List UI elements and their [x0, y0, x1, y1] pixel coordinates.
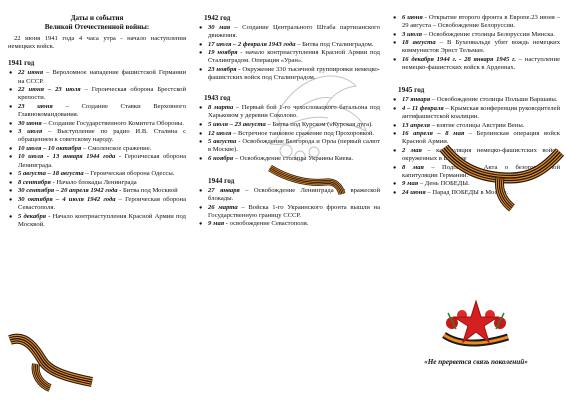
event-item	[208, 204, 380, 220]
event-date: 6 июня	[402, 14, 423, 21]
event-text: – В Бухенвальде убит вождь немецких коммунистов Эрнст Тельман.	[402, 39, 561, 55]
event-item	[402, 31, 560, 39]
dove-watermark-icon	[256, 56, 376, 166]
event-date: 5 декабря	[18, 212, 47, 220]
event-text: – Парад ПОБЕДЫ в Москве.	[425, 188, 509, 196]
event-date: 16 декабря 1944 г. - 28 января 1945 г.	[402, 55, 517, 63]
event-date: 17 января	[402, 96, 431, 104]
intro-text: 22 июня 1941 года 4 часа утра - начало наступления немецких войск.	[8, 35, 186, 51]
event-date: 22 июня	[18, 69, 44, 77]
event-date: 5 августа – 18 августа	[18, 170, 84, 178]
event-text: – Войска 1-го Украинского фронта вышли на Государственную границу СССР.	[208, 203, 380, 219]
event-item	[18, 69, 186, 85]
event-item	[208, 41, 380, 49]
event-text: – наступление немецко-фашистских войск в Арденнах.	[402, 55, 560, 72]
event-item	[18, 179, 186, 187]
event-text: – Берлинская операция войск Красной Армии.	[402, 130, 560, 146]
event-item	[18, 153, 186, 169]
event-item	[18, 103, 186, 119]
event-date: 24 июня	[402, 188, 426, 196]
event-text: - Открытие второго фронта в Европе.23 июня – 29 августа – Освобождение Белоруссии.	[402, 14, 560, 30]
event-text: – Создание Государственного Комитета Обороны.	[41, 119, 185, 127]
event-date: 16 апреля – 8 мая	[402, 130, 465, 138]
event-date: 30 июня	[18, 119, 42, 127]
event-text: - Начало блокады Ленинграда	[50, 178, 137, 186]
event-text: – Подписание Акта о безоговорочной капитуляции Германии.	[402, 163, 560, 179]
leaflet-title-line: Даты и события	[70, 14, 124, 22]
event-text: – День ПОБЕДЫ.	[418, 180, 470, 188]
event-date: 23 ноября	[208, 66, 237, 74]
event-item	[18, 145, 186, 153]
event-item	[402, 14, 560, 30]
event-date: 4 – 11 февраля	[402, 104, 444, 112]
event-text: – Крымская конференция руководителей антифашистской коалиции.	[402, 104, 560, 120]
event-date: 8 мая	[402, 163, 424, 171]
event-item	[402, 39, 560, 55]
event-text: - освобождение Севастополя.	[224, 220, 309, 228]
event-text: – Битва под Сталинградом.	[295, 40, 374, 48]
event-date: 19 ноября	[208, 49, 238, 57]
event-text: – Героическая оборона Одессы.	[83, 170, 175, 178]
event-date: 8 сентября	[18, 178, 51, 186]
event-date: 12 июля	[208, 129, 232, 137]
year-heading-1945: 1945 год	[398, 86, 425, 95]
event-item	[208, 220, 380, 228]
event-date: 27 января	[208, 187, 240, 195]
event-date: 5 июля – 23 августа	[208, 121, 266, 129]
event-date: 30 сентября – 20 апреля 1942 года	[18, 187, 118, 195]
year-heading-1943: 1943 год	[204, 94, 231, 103]
victory-star-emblem-icon	[436, 295, 516, 355]
event-text: – Смоленское сражение.	[81, 144, 152, 152]
event-item	[402, 122, 560, 130]
event-date: 3 июля	[402, 30, 423, 38]
event-date: 2 мая	[402, 146, 422, 154]
event-item	[402, 105, 560, 121]
event-text: - Окружение 330 тысячной группировки немецко-фашистских войск под Сталинградом.	[208, 66, 380, 82]
event-date: 9 мая	[208, 220, 225, 228]
event-date: 17 июля – 2 февраля 1943 года	[208, 40, 296, 48]
event-text: – Создание Ставки Верховного Главнокомандования.	[18, 102, 187, 118]
event-text: – Вероломное нападение фашистской Германии на СССР.	[18, 69, 186, 85]
event-date: 8 марта	[208, 104, 234, 112]
year-heading-1941: 1941 год	[8, 59, 35, 68]
event-date: 22 июня – 23 июля	[18, 86, 81, 94]
event-item	[18, 196, 186, 212]
event-text: - начало контрнаступления Красной Армии под Сталинградом. Операция «Уран».	[208, 49, 380, 65]
event-item	[402, 96, 560, 104]
event-item	[208, 24, 380, 40]
event-text: - Начало контрнаступления Красной Армии под Москвой.	[18, 212, 187, 228]
event-text: – капитуляция немецко-фашистских войск, окруженных в Берлине	[402, 146, 561, 162]
event-date: 10 июля – 10 октября	[18, 144, 82, 152]
event-text: – Освобождение Ленинграда от вражеской блокады.	[208, 187, 380, 203]
event-text: - Освобождение Белгорода и Орла (первый салют в Москве).	[208, 138, 380, 154]
event-date: 5 августа	[208, 138, 237, 146]
event-item	[18, 170, 186, 178]
event-text: – Встречное танковое сражение под Прохоровкой.	[231, 129, 375, 137]
event-text: - Героическая оборона Ленинграда.	[18, 153, 186, 169]
event-item	[402, 56, 560, 72]
event-text: – Выступление по радио И.В. Сталина с обращением к советскому народу.	[18, 128, 186, 144]
event-date: 26 марта	[208, 203, 238, 211]
event-text: – Битва под Курском («Курская дуга).	[265, 121, 373, 129]
event-item	[18, 120, 186, 128]
event-item	[18, 86, 186, 102]
event-date: 30 октября – 4 июля 1942 года	[18, 195, 116, 203]
year-heading-1944: 1944 год	[208, 177, 235, 185]
event-text: – Освобождение столицы Белоруссии Минска.	[422, 30, 555, 38]
motto-text: «Не прервется связь поколений»	[424, 358, 528, 366]
st-george-ribbon-icon	[266, 160, 346, 200]
st-george-ribbon-icon	[6, 330, 96, 392]
event-date: 30 мая	[208, 24, 231, 32]
event-item	[18, 213, 186, 229]
event-item	[18, 128, 186, 144]
events-list-1944-cont	[392, 14, 560, 72]
event-date: 10 июля - 13 января 1944 года	[18, 153, 116, 161]
event-date: 13 апреля	[402, 121, 431, 129]
leaflet-title-line: Великой Отечественной войны:	[44, 22, 150, 31]
event-text: – взятие столицы Австрии Вены.	[430, 121, 525, 129]
event-text: – Создание Центрального Штаба партизанского движения.	[208, 24, 381, 40]
year-heading-1942: 1942 год	[204, 14, 231, 22]
event-text: - Битва под Москвой	[117, 187, 178, 195]
event-text: – Героическая оборона Севастополя.	[18, 195, 186, 211]
event-text: – Освобождение столицы Украины Киева.	[233, 154, 354, 162]
events-list-1941	[8, 69, 186, 228]
event-date: 23 июня	[18, 102, 53, 110]
event-date: 9 мая	[402, 180, 419, 188]
event-date: 18 августа	[402, 39, 436, 47]
column-1941	[8, 14, 186, 229]
event-item	[18, 187, 186, 195]
st-george-ribbon-icon	[440, 138, 564, 212]
leaflet-title	[8, 14, 186, 31]
event-text: – Освобождение столицы Польши Варшавы.	[430, 96, 558, 104]
event-date: 3 июля	[18, 128, 43, 136]
event-date: 6 ноября	[208, 154, 234, 162]
event-text: – Героическая оборона Брестской крепости.	[18, 86, 187, 102]
event-text: – Первый бой 1-го чехословацкого батальона под Харьковом у деревни Соколово.	[208, 104, 380, 120]
